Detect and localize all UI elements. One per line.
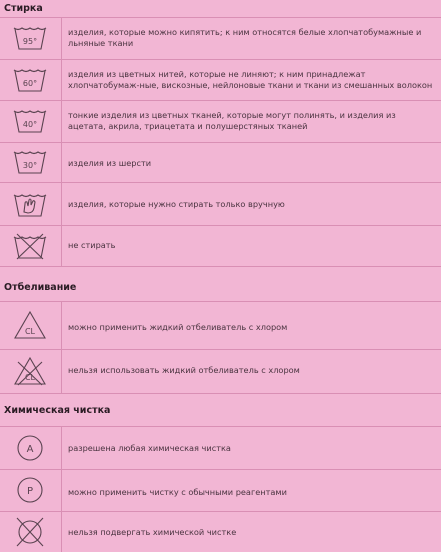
list-item-text: нельзя подвергать химической чистке: [68, 527, 237, 537]
wash-60-icon: [13, 67, 47, 93]
no-dryclean-icon: [15, 516, 45, 548]
hand-wash-icon: [13, 190, 47, 218]
svg-text:CL: CL: [24, 327, 36, 336]
list-item-text: не стирать: [68, 240, 116, 250]
table-row: [0, 350, 441, 393]
list-item-text: изделия из шерсти: [68, 158, 152, 168]
wash-40-icon: [13, 108, 47, 134]
no-wash-icon: [13, 232, 47, 260]
list-item-text: разрешена любая химическая чистка: [68, 443, 231, 453]
table-row: [0, 512, 441, 552]
svg-text:A: A: [26, 444, 34, 455]
list-item-text: изделия из цветных нитей, которые не линяют; к ним принадлежат хлопчатобумаж-ные, вискозные, нейлоновые ткани и ткани из смешанных волокон: [68, 69, 433, 90]
svg-text:95°: 95°: [22, 37, 38, 46]
no-bleach-icon: [13, 356, 47, 386]
wash-30-icon: [13, 149, 47, 175]
svg-text:30°: 30°: [22, 161, 38, 170]
table-row: [0, 302, 441, 349]
divider: [0, 266, 441, 267]
table-row: [0, 470, 441, 511]
bleach-cl-icon: [13, 310, 47, 340]
section-title-bleaching: Отбеливание: [4, 282, 77, 293]
table-row: [0, 427, 441, 469]
dryclean-a-icon: [15, 433, 45, 463]
table-row: [0, 60, 441, 100]
table-row: [0, 18, 441, 59]
table-row: [0, 143, 441, 182]
table-row: [0, 226, 441, 266]
svg-text:CL: CL: [24, 373, 36, 382]
list-item-text: изделия, которые нужно стирать только вручную: [68, 199, 285, 209]
wash-95-icon: [13, 25, 47, 51]
section-title-drycleaning: Химическая чистка: [4, 405, 111, 416]
divider: [0, 393, 441, 394]
list-item-text: можно применить чистку с обычными реагентами: [68, 487, 287, 497]
list-item-text: изделия, которые можно кипятить; к ним относятся белые хлопчатобумажные и льняные ткани: [68, 27, 422, 48]
svg-text:40°: 40°: [22, 120, 38, 129]
svg-text:60°: 60°: [22, 79, 38, 88]
dryclean-p-icon: [15, 475, 45, 505]
list-item-text: можно применить жидкий отбеливатель с хлором: [68, 322, 288, 332]
list-item-text: тонкие изделия из цветных тканей, которые могут полинять, и изделия из ацетата, акрила, триацетата и полушерстяных тканей: [68, 110, 396, 131]
list-item-text: нельзя использовать жидкий отбеливатель с хлором: [68, 365, 300, 375]
table-row: [0, 101, 441, 142]
table-row: [0, 183, 441, 225]
section-title-washing: Стирка: [4, 3, 43, 14]
svg-text:P: P: [26, 486, 34, 497]
